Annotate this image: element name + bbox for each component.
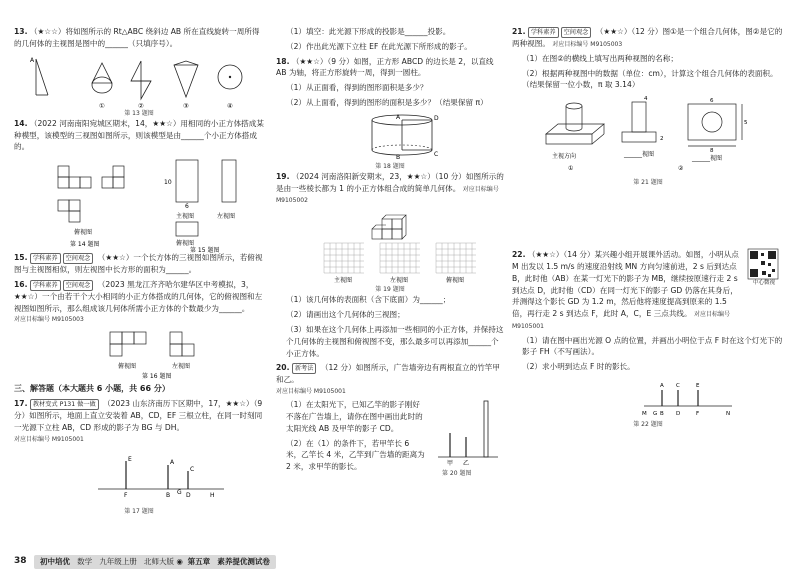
label-d: D [186, 491, 191, 499]
dim-6: 6 [185, 203, 189, 211]
question-text: （★★☆）（14 分）某兴趣小组开展课外活动。如图，小明从点 M 出发以 1.5 m/s 的速度沿射线 MN 方向匀速前进，2 s 后到达点 B，此时他（AB）在某一灯光下的影子为 MB，继续按原速行走 2 s 到达点 D，此时他（CD）在同一灯光下的影子 GD 仍落在其身后，并测得这个影长 GD 为 1.2 m，然后他将速度提高到原来的 1.5 倍，再行走 2 s 到达点 F，此时 A，C，E 三点共线。 [512, 250, 739, 319]
question-22 [512, 249, 742, 331]
question-number: 19. [276, 171, 290, 181]
target-code: 对应目标编号 M9105003 [14, 316, 84, 324]
question-number: 17. [14, 399, 28, 409]
label-f: F [696, 411, 700, 418]
subject: 数学 [77, 557, 93, 566]
column-middle [276, 26, 504, 476]
tag-literacy: 学科素养 [30, 253, 61, 264]
question-20 [276, 362, 504, 396]
tag-space: 空间观念 [63, 253, 94, 264]
question-number: 18. [276, 56, 290, 66]
caption-17: 第 17 题图 [124, 507, 154, 515]
tag-textbook: 教材变式 P131 做一做 [30, 399, 99, 410]
target-code: 对应目标编号 M9105001 [14, 435, 84, 443]
label-front: 主视图 [334, 277, 353, 285]
fig16-left-label: 左视图 [172, 362, 191, 370]
label-a: A [396, 113, 401, 121]
figure-17 [14, 447, 264, 507]
tag-literacy: 学科素养 [528, 27, 559, 38]
q17-part-2: （2）作出此光源下立柱 EF 在此光源下所形成的影子。 [286, 41, 472, 51]
q19-part-2: （2）请画出这个几何体的三视图； [286, 310, 405, 320]
question-number: 22. [512, 250, 526, 260]
tag-new-method: 新考法 [292, 363, 317, 374]
figure-18 [276, 112, 504, 162]
label-c: C [676, 383, 680, 390]
tag-literacy: 学科素养 [30, 280, 61, 291]
chapter: 第五章 [187, 557, 211, 566]
label-e: E [128, 455, 132, 463]
question-text: （2023 黑龙江齐齐哈尔建华区中考模拟，3，★★☆）一个由若干个大小相同的小正方体搭成的几何体，它的俯视图和左视图如图所示，那么组成该几何体所需小正方体的个数最少为______。 [14, 279, 263, 313]
fig15-front-view [164, 160, 198, 210]
svg-text:A: A [30, 56, 35, 64]
footer-title: 素养提优测试卷 [217, 557, 270, 566]
view-label-2: ______视图 [692, 155, 723, 163]
question-number: 16. [14, 279, 28, 289]
target-code: 对应目标编号 M9105001 [276, 388, 346, 396]
q20-part-2: （2）在（1）的条件下，若甲竿长 6 米，乙竿长 4 米，乙竿到广告墙的距离为 2 米，求甲竿的影长。 [286, 438, 425, 472]
label-1: ① [99, 101, 105, 110]
grid-front [324, 243, 364, 273]
label-m: M [642, 411, 647, 418]
figure-19 [276, 209, 504, 285]
label-4: ④ [227, 101, 233, 110]
option-1-shape [92, 63, 112, 93]
question-text: （12 分）如图所示，广告墙旁边有两根直立的竹竿甲和乙。 [276, 363, 500, 385]
dim-2: 2 [660, 136, 664, 143]
question-number: 20. [276, 363, 290, 373]
caption-15: 第 15 题图 [190, 247, 220, 255]
label-d: D [676, 411, 681, 418]
dim-5: 5 [744, 120, 748, 127]
figure-22 [512, 376, 784, 420]
dim-8: 8 [710, 148, 714, 155]
label-yi: 乙 [463, 460, 470, 468]
question-number: 14. [14, 118, 28, 128]
dir-label: 主视方向 [552, 153, 577, 161]
label-c: C [190, 465, 195, 473]
label-b: B [166, 491, 171, 499]
qr-block[interactable] [748, 249, 780, 288]
label-d: D [434, 114, 439, 122]
fig14-front-view [58, 166, 91, 188]
question-18 [276, 56, 504, 80]
label-b: B [660, 411, 664, 418]
target-code: 对应目标编号 M9105001 [512, 311, 731, 330]
label-n: N [726, 411, 731, 418]
q19-part-1: （1）该几何体的表面积（含下底面）为______； [286, 295, 451, 305]
question-text: （2023 山东济南历下区期中，17，★★☆）（9 分）如图所示，地面上直立安装着 AB，CD，EF 三根立柱，在同一时刻同一光源下立柱 AB，CD 形成的影子为 BG 与 DH。 [14, 399, 263, 432]
fig15-top-label: 俯视图 [176, 240, 195, 248]
fig16-top-label: 俯视图 [118, 362, 137, 370]
figure-13 [14, 53, 264, 109]
caption-16: 第 16 题图 [142, 372, 172, 380]
fig15-left-label: 左视图 [217, 213, 236, 221]
fig16-top-view [110, 332, 146, 356]
q19-part-3: （3）如果在这个几何体上再添加一些相同的小正方体，并保持这个几何体的主视图和俯视图不变，那么最多可以再添加______个小正方体。 [286, 325, 504, 358]
target-code: 对应目标编号 M9105002 [276, 185, 499, 205]
fig16-left-view [170, 332, 194, 356]
figure-21 [512, 94, 784, 178]
caption-20: 第 20 题图 [442, 470, 472, 478]
edition: 北师大版 [143, 557, 174, 566]
fig14-top-view [58, 200, 80, 222]
q22-part-2: （2）求小明到达点 F 时的影长。 [522, 362, 635, 372]
question-19 [276, 171, 504, 206]
question-15 [14, 252, 264, 276]
option-4-shape [218, 65, 242, 89]
column-right [512, 26, 784, 429]
fig21-solid [546, 103, 604, 144]
grid-left [380, 243, 420, 273]
label-a: A [170, 458, 175, 466]
q18-part-1: （1）从正面看，得到的图形面积是多少？ [286, 83, 428, 93]
brand: 初中培优 [40, 557, 70, 566]
label-2: ② [138, 101, 144, 110]
qr-label: 中心微视 [752, 280, 775, 287]
label-top: 俯视图 [446, 277, 465, 285]
label-c: C [434, 150, 439, 158]
footer-bar: 初中培优 数学 九年级上册 北师大版 ◉ 第五章 素养提优测试卷 [34, 555, 276, 569]
tag-space: 空间观念 [561, 27, 592, 38]
q22-part-1: （1）请在图中画出光源 O 点的位置，并画出小明位于点 F 时在这个灯光下的影子 FH（不写画法）。 [522, 335, 783, 357]
q20-part-1: （1）在太阳光下，已知乙竿的影子刚好不落在广告墙上，请你在图中画出此时的太阳光线 AB 及甲竿的影子 CD。 [286, 400, 423, 433]
label-jia: 甲 [447, 460, 454, 468]
question-text: （2022 河南南阳宛城区期末，14，★★☆）用相同的小正方体搭成某种模型，该模型的三视图如图所示，则该模型是由______个小正方体搭成的。 [14, 118, 264, 152]
question-14 [14, 118, 264, 153]
figure-16 [14, 328, 264, 380]
question-number: 15. [14, 253, 28, 263]
figure-20 [432, 395, 502, 467]
grade: 九年级上册 [99, 557, 137, 566]
option-3-shape [174, 61, 198, 97]
qr-code-icon[interactable] [748, 249, 778, 279]
option-2-shape [131, 61, 151, 99]
question-text: （★★☆）一个长方体的三视图如图所示，若俯视图与主视图相似，则左视图中长方形的面积为______。 [14, 253, 263, 275]
fig14-top-label: 俯视图 [74, 229, 93, 237]
view-label-1: ______视图 [624, 151, 655, 159]
fig21-view-2 [688, 104, 742, 146]
fig15-front-label: 主视图 [176, 213, 195, 221]
fig15-left-view [222, 160, 236, 202]
question-21 [512, 26, 784, 50]
tag-space: 空间观念 [63, 280, 94, 291]
fig14-left-view [102, 166, 124, 188]
column-left [14, 26, 264, 516]
label-a: A [660, 383, 664, 390]
label-h: H [210, 491, 215, 499]
dim-6: 6 [710, 98, 714, 105]
page-footer [14, 553, 784, 569]
page-number: 38 [14, 556, 27, 566]
fig-label-2: ② [678, 165, 684, 173]
triangle-abc [30, 57, 48, 95]
question-number: 21. [512, 27, 526, 36]
q18-part-2: （2）从上面看，得到的图形的面积是多少？（结果保留 π） [286, 97, 488, 107]
caption-19: 第 19 题图 [375, 286, 405, 294]
dim-4: 4 [644, 96, 648, 103]
question-text: （★★☆）（9 分）如图，正方形 ABCD 的边长是 2，以直线 AB 为轴，将正方形旋转一周，得到一圆柱。 [276, 56, 494, 78]
caption-22: 第 22 题图 [633, 421, 663, 429]
question-13 [14, 26, 264, 50]
caption-13: 第 13 题图 [124, 109, 154, 117]
caption-14: 第 14 题图 [70, 241, 100, 249]
label-e: E [696, 383, 700, 390]
caption-18: 第 18 题图 [375, 162, 405, 170]
caption-21: 第 21 题图 [633, 179, 663, 187]
question-text: （2024 河南洛阳新安期末，23，★★☆）（10 分）如图所示的是由一些棱长都为 1 的小正方体组合成的简单几何体。 [276, 171, 504, 193]
grid-top [436, 243, 476, 273]
dim-10: 10 [164, 179, 172, 187]
label-g: G [653, 411, 658, 418]
question-17 [14, 398, 264, 444]
q21-part-2: （2）根据两种视图中的数据（单位：cm），计算这个组合几何体的表面积。（结果保留一位小数，π 取 3.14） [522, 68, 778, 90]
target-code: 对应目标编号 M9105003 [552, 41, 623, 48]
label-f: F [124, 491, 128, 499]
q21-part-1: （1）在图②的横线上填写出两种视图的名称； [522, 53, 678, 63]
q17-part-1: （1）填空：此光源下形成的投影是______投影。 [286, 27, 451, 36]
label-b: B [396, 153, 401, 161]
question-text: （★★☆）（12 分）图①是一个组合几何体，图②是它的两种视图。 [512, 27, 783, 48]
figure-14-15 [14, 156, 264, 255]
question-text: （★☆☆）将如图所示的 Rt△ABC 绕斜边 AB 所在直线旋转一周所得的几何体的主视图是图中的______（只填序号）。 [14, 27, 260, 48]
fig15-top-view [176, 222, 198, 236]
fig-label-1: ① [568, 165, 574, 173]
fig19-solid [372, 215, 406, 239]
label-g: G [177, 488, 182, 496]
question-16 [14, 279, 264, 325]
label-left: 左视图 [390, 277, 409, 285]
fig21-view-1 [622, 102, 656, 142]
spacer [512, 187, 784, 249]
section-heading: 三、解答题（本大题共 6 小题，共 66 分） [14, 383, 170, 393]
label-3: ③ [183, 101, 189, 110]
question-number: 13. [14, 27, 28, 36]
